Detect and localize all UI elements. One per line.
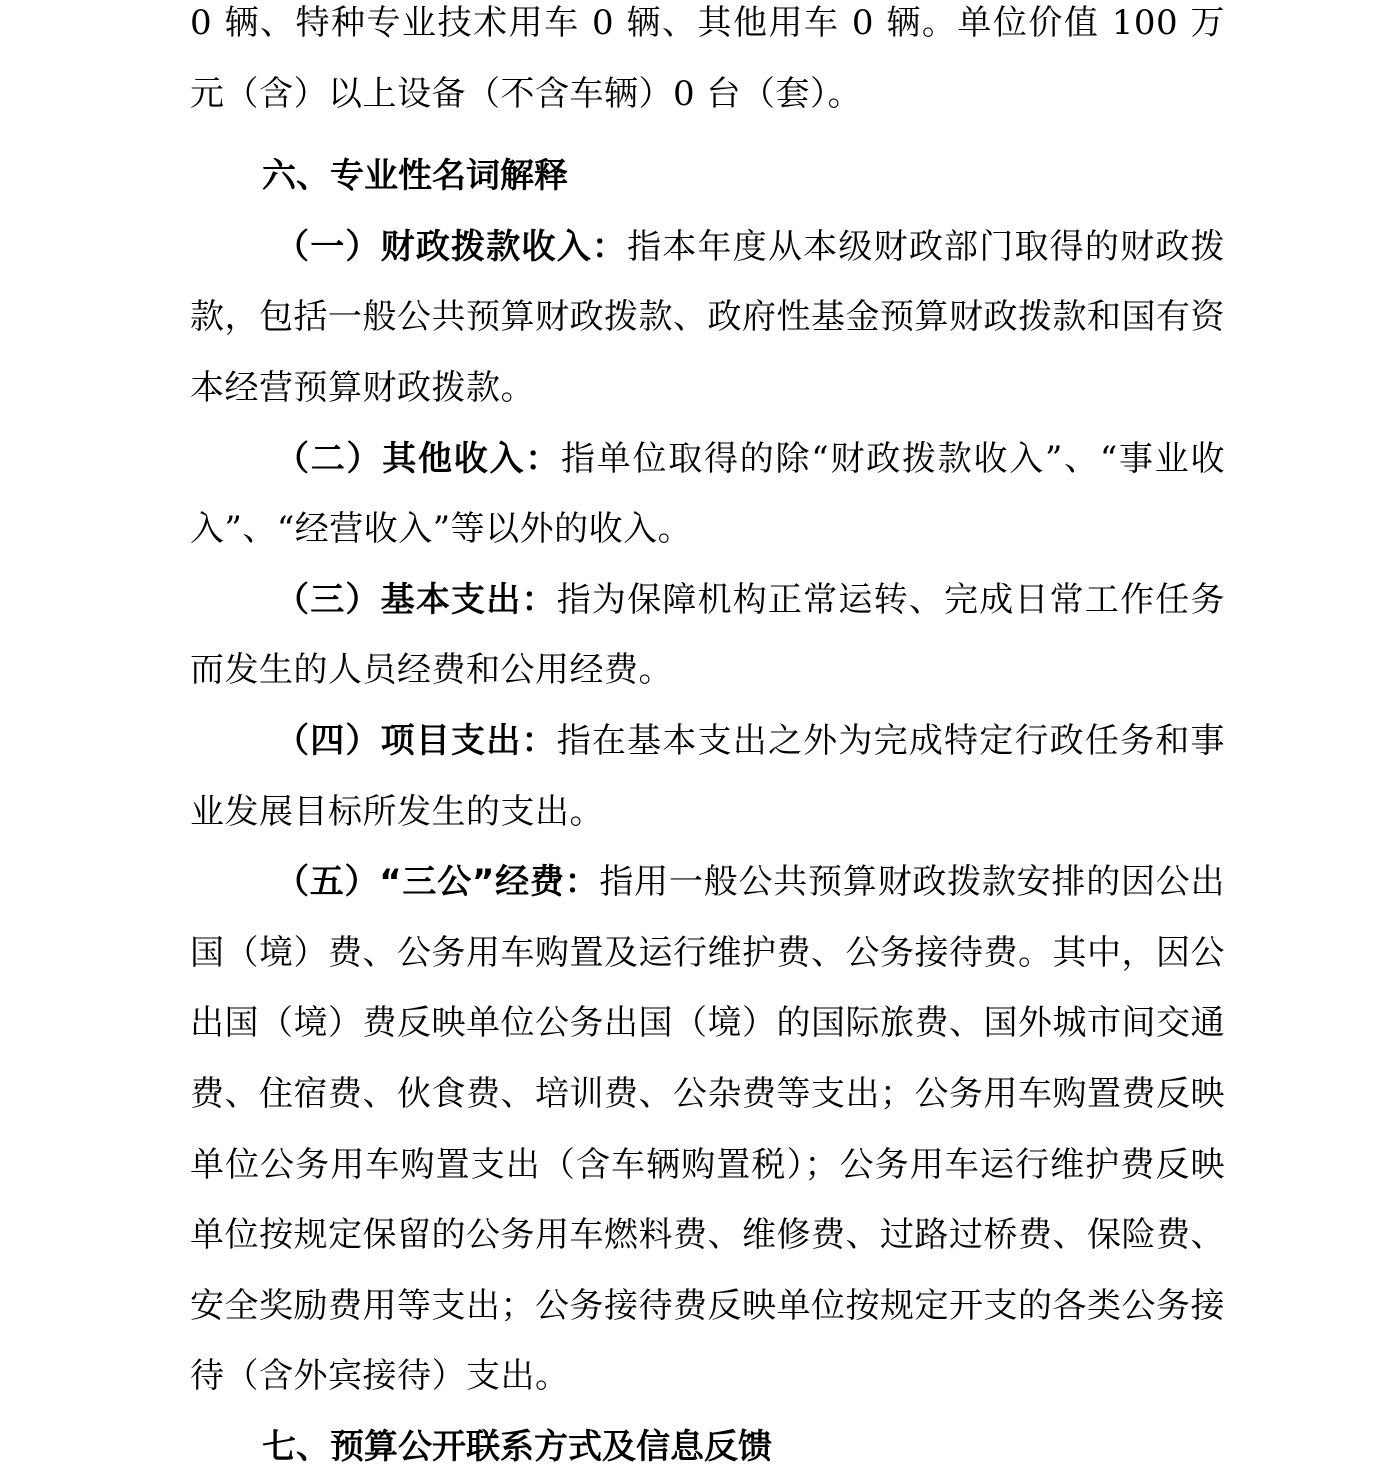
term-label: （五）“三公”经费： — [275, 862, 600, 903]
term-label: （三）基本支出： — [275, 579, 557, 620]
term-label: （一）财政拨款收入： — [275, 226, 628, 267]
document-body — [190, 0, 1225, 1482]
term-definition-4 — [190, 706, 1225, 847]
term-text: 指用一般公共预算财政拨款安排的因公出国（境）费、公务用车购置及运行维护费、公务接待费。其中，因公出国（境）费反映单位公务出国（境）的国际旅费、国外城市间交通费、住宿费、伙食费、培训费、公杂费等支出；公务用车购置费反映单位公务用车购置支出（含车辆购置税）；公务用车运行维护费反映单位按规定保留的公务用车燃料费、维修费、过路过桥费、保险费、安全奖励费用等支出；公务接待费反映单位按规定开支的各类公务接待（含外宾接待）支出。 — [190, 862, 1225, 1397]
section-seven-heading: 七、预算公开联系方式及信息反馈 — [262, 1426, 772, 1467]
term-text: 指为保障机构正常运转、完成日常工作任务而发生的人员经费和公用经费。 — [190, 579, 1226, 691]
term-definition-3 — [190, 565, 1225, 706]
intro-paragraph: 0 辆、特种专业技术用车 0 辆、其他用车 0 辆。单位价值 100 万元（含）以上设备（不含车辆）0 台（套）。 — [190, 3, 1225, 114]
term-definition-5 — [190, 847, 1225, 1412]
section-six-heading: 六、专业性名词解释 — [262, 156, 568, 197]
term-definition-2 — [190, 424, 1225, 565]
term-label: （四）项目支出： — [275, 720, 557, 761]
term-definition-1 — [190, 212, 1225, 424]
term-label: （二）其他收入： — [275, 438, 562, 479]
term-text: 指单位取得的除“财政拨款收入”、“事业收入”、“经营收入”等以外的收入。 — [190, 438, 1225, 550]
term-text: 指本年度从本级财政部门取得的财政拨款，包括一般公共预算财政拨款、政府性基金预算财政拨款和国有资本经营预算财政拨款。 — [190, 226, 1226, 408]
term-text: 指在基本支出之外为完成特定行政任务和事业发展目标所发生的支出。 — [190, 720, 1226, 832]
